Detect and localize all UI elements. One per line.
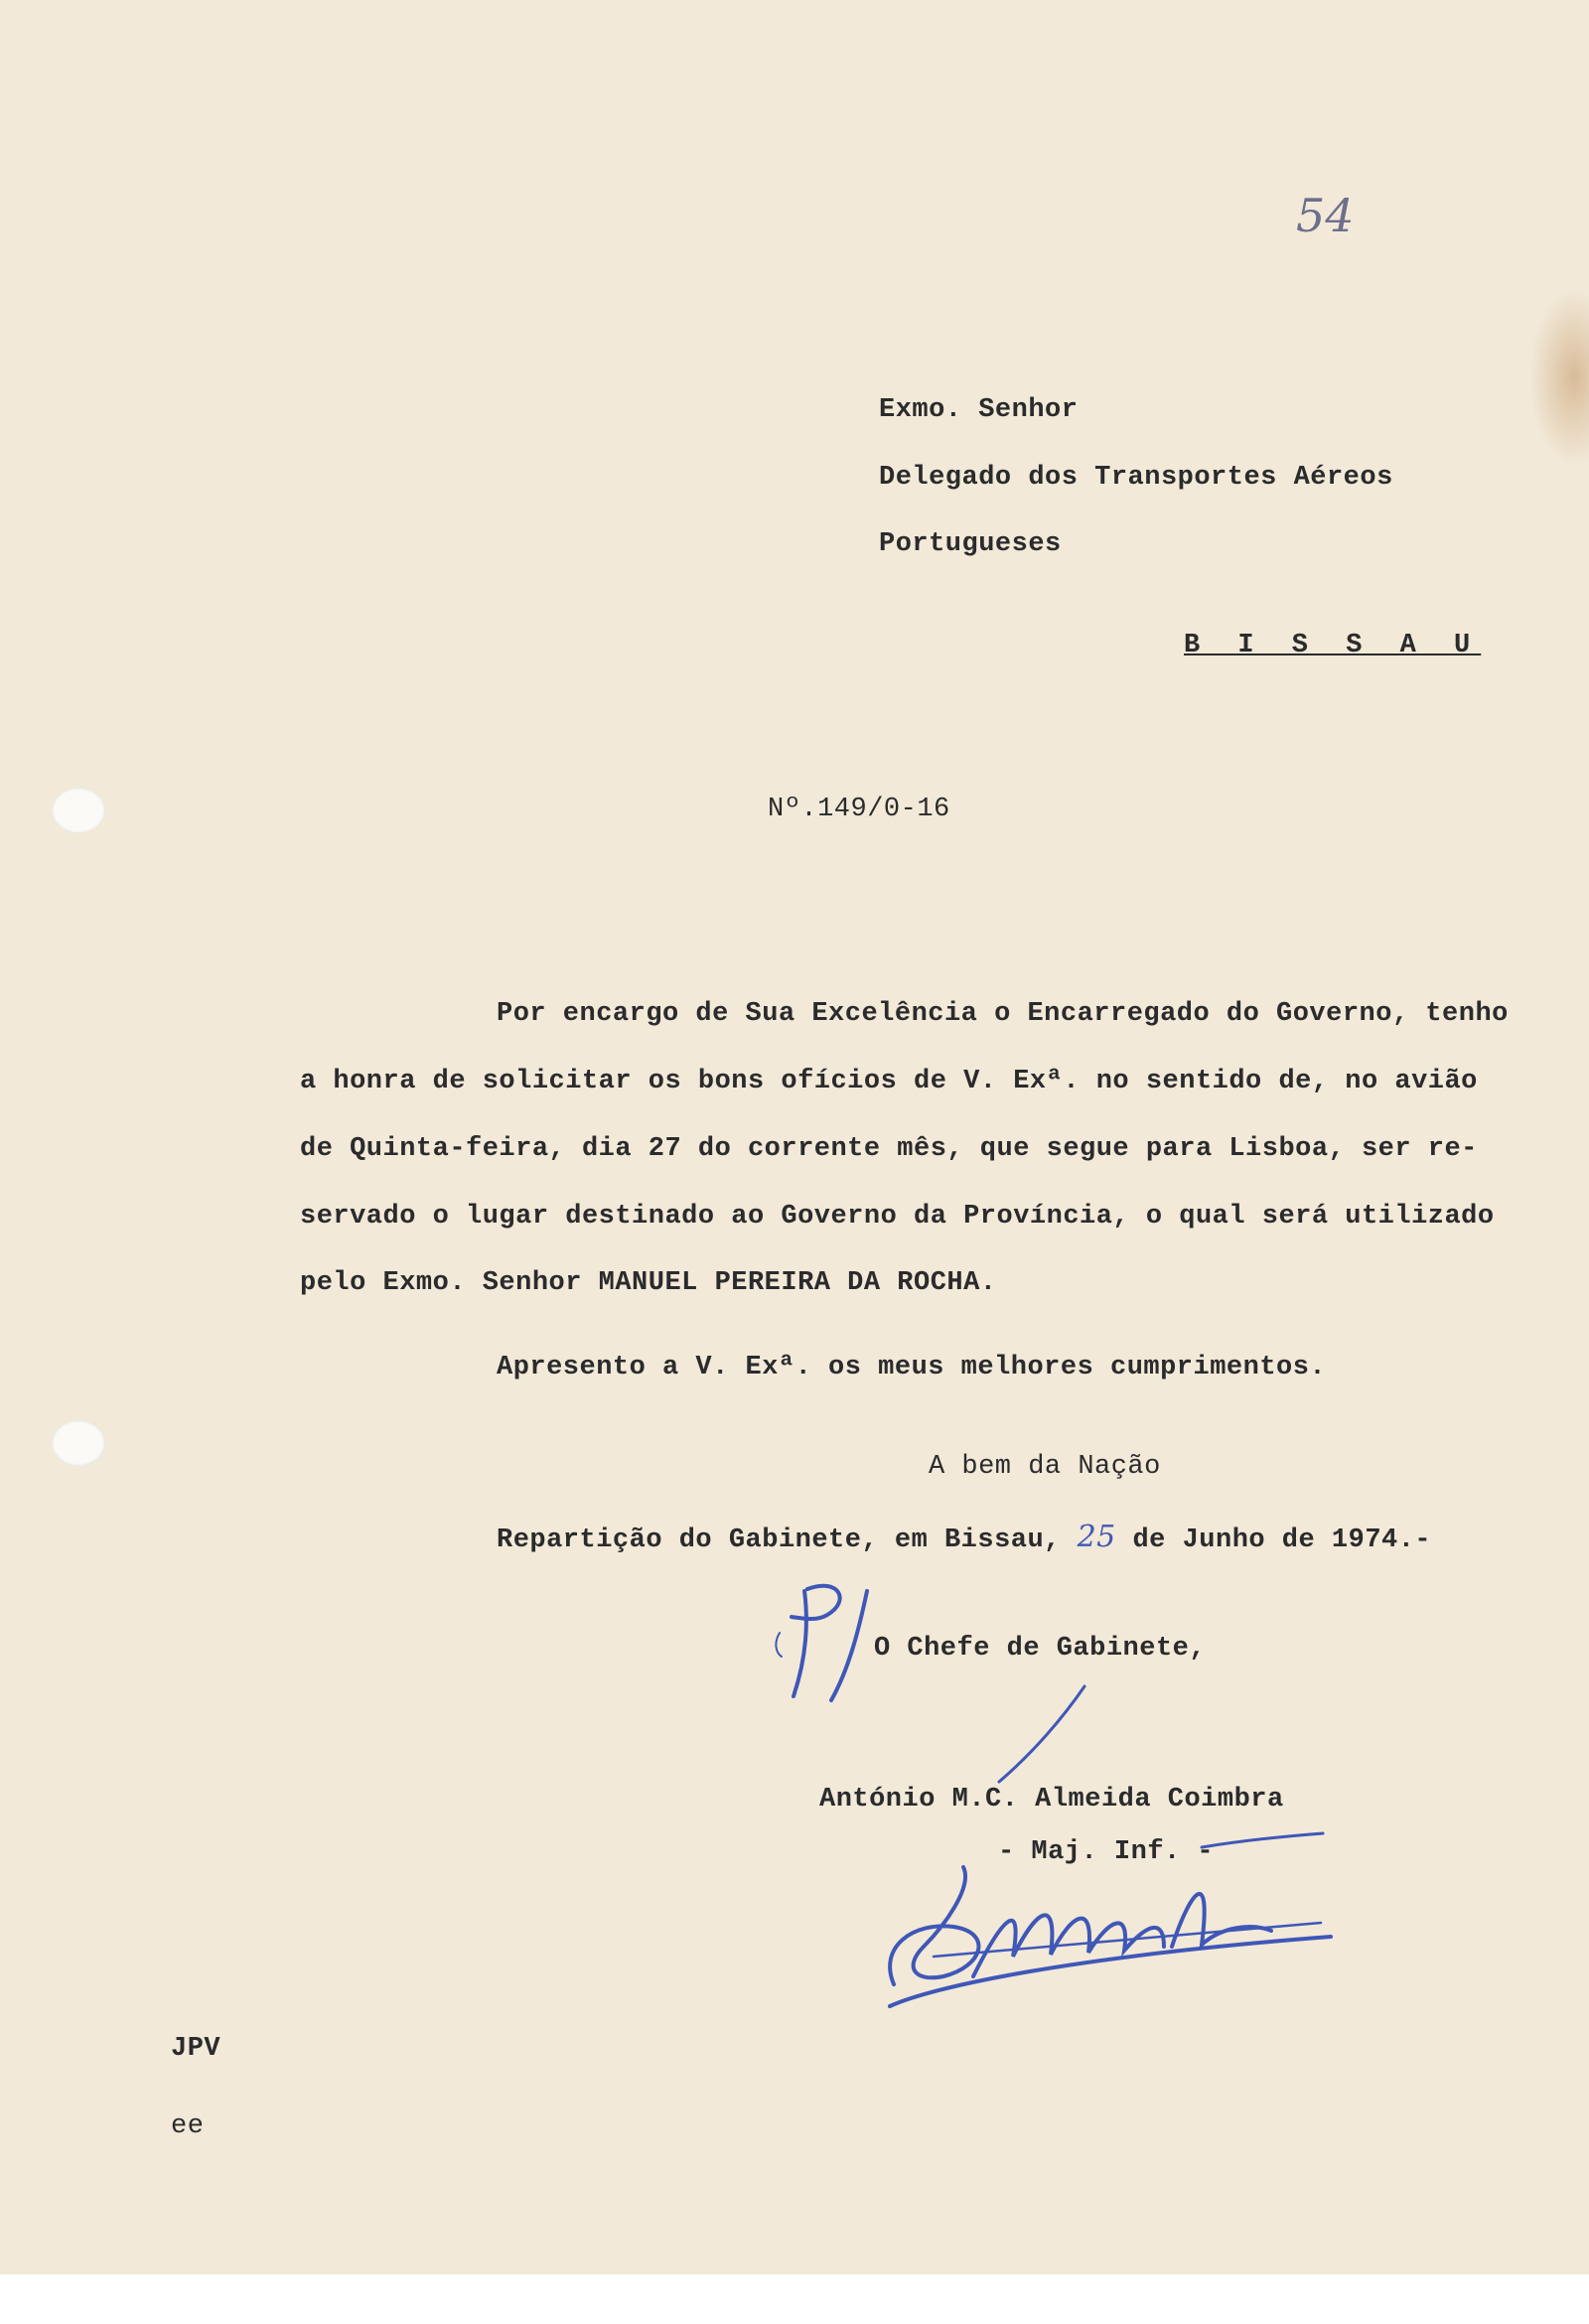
- date-line: [497, 1520, 1431, 1555]
- date-prefix: Repartição do Gabinete, em Bissau,: [497, 1525, 1061, 1555]
- body-line-2: a honra de solicitar os bons ofícios de V. Exª. no sentido de, no avião: [300, 1067, 1478, 1096]
- signature-stroke: [993, 1678, 1092, 1788]
- date-suffix: de Junho de 1974.-: [1132, 1525, 1432, 1555]
- recipient-title-line2: Portugueses: [879, 529, 1062, 559]
- punch-hole-bottom: [52, 1420, 105, 1466]
- signatory-role: O Chefe de Gabinete,: [874, 1634, 1207, 1664]
- signatory-name: António M.C. Almeida Coimbra: [819, 1785, 1284, 1815]
- paper-stain: [1529, 288, 1589, 467]
- greeting: Apresento a V. Exª. os meus melhores cumprimentos.: [497, 1353, 1327, 1382]
- footer-initials-1: JPV: [171, 2034, 221, 2064]
- handwritten-signature: [874, 1827, 1351, 2036]
- date-day: 25: [1077, 1520, 1116, 1554]
- page-number: 54: [1296, 189, 1355, 242]
- recipient-city: B I S S A U: [1184, 631, 1482, 660]
- punch-hole-top: [52, 788, 105, 833]
- body-line-1: Por encargo de Sua Excelência o Encarregado do Governo, tenho: [497, 999, 1509, 1029]
- scan-margin: [0, 2274, 1589, 2324]
- footer-initials-2: ee: [171, 2111, 205, 2141]
- signatory-rank: - Maj. Inf. -: [998, 1837, 1215, 1867]
- initials-mark: [770, 1569, 889, 1708]
- body-line-3: de Quinta-feira, dia 27 do corrente mês, que segue para Lisboa, ser re-: [300, 1134, 1478, 1164]
- reference-number: Nº.149/0-16: [768, 795, 950, 824]
- body-line-5: pelo Exmo. Senhor MANUEL PEREIRA DA ROCHA.: [300, 1268, 997, 1298]
- recipient-salutation: Exmo. Senhor: [879, 395, 1079, 425]
- closing: A bem da Nação: [929, 1452, 1161, 1482]
- body-line-4: servado o lugar destinado ao Governo da Província, o qual será utilizado: [300, 1202, 1495, 1232]
- recipient-title-line1: Delegado dos Transportes Aéreos: [879, 463, 1393, 493]
